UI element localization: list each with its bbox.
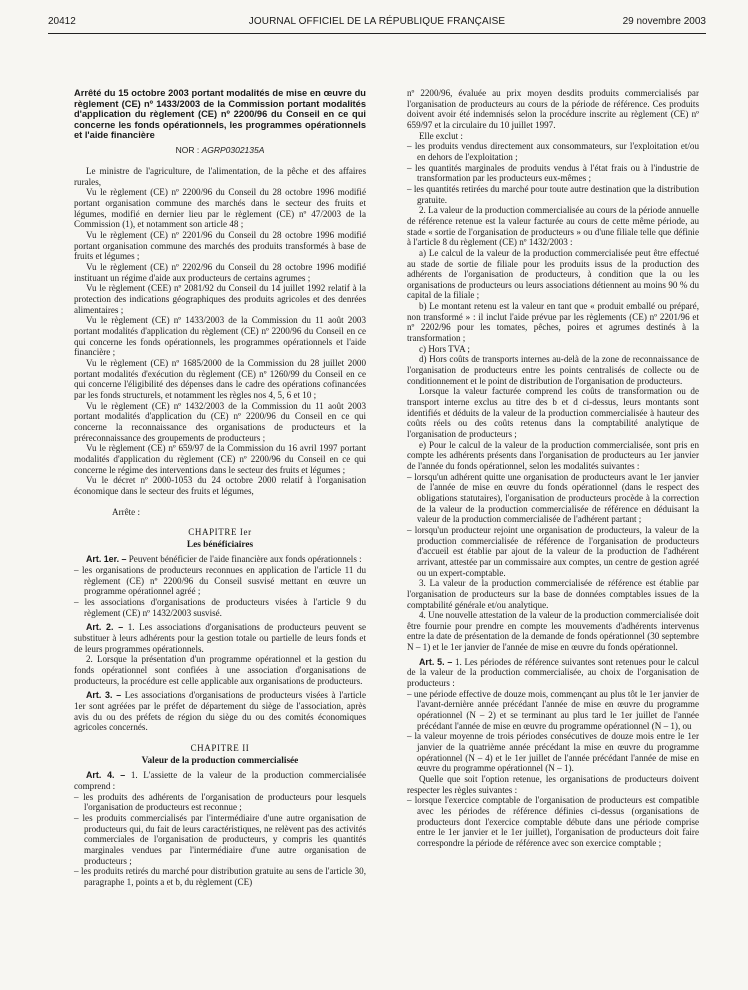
article-5: [407, 657, 699, 689]
running-header: [48, 16, 706, 32]
dash-item: – les produits commercialisés par l'intermédiaire d'une autre organisation de producteurs qui, du fait de leurs caractéristiques, ne relèvent pas des activités commerciales de l'organisation de producteurs, y compris les quantités marginales vendues par l'intermédiaire d'une autre organisation de producteurs ;: [74, 812, 366, 866]
paragraph: d) Hors coûts de transports internes au-delà de la zone de reconnaissance de l'organisation de producteurs entre les points centralisés de collecte ou de conditionnement et le point de distribution de l'organisation de producteurs.: [407, 354, 699, 386]
left-column: [74, 88, 366, 888]
paragraph: Vu le règlement (CE) nº 659/97 de la Commission du 16 avril 1997 portant modalités d'application du règlement (CE) nº 2200/96 du Conseil en ce qui concerne le régime des interventions dans le secteur des fruits et légumes ;: [74, 443, 366, 475]
paragraph: b) Le montant retenu est la valeur en tant que « produit emballé ou préparé, non transformé » : il inclut l'aide prévue par les règlements (CE) nº 2201/96 et nº 2202/96 pour les tomates, pêches, poires et agrumes destinés à la transformation ;: [407, 301, 699, 344]
paragraph: Vu le décret nº 2000-1053 du 24 octobre 2000 relatif à l'organisation économique dans le secteur des fruits et légumes,: [74, 475, 366, 496]
paragraph: 4. Une nouvelle attestation de la valeur de la production commercialisée doit être fournie pour prendre en compte les mouvements d'adhérents intervenus entre la date de présentation de la demande de fonds opérationnel (30 septembre N – 1) et le 1er janvier de l'année de mise en œuvre du fonds opérationnel.: [407, 610, 699, 653]
paragraph: Vu le règlement (CEE) nº 2081/92 du Conseil du 14 juillet 1992 relatif à la protection des indications géographiques des produits agricoles et des denrées alimentaires ;: [74, 283, 366, 315]
chapter-title: Les bénéficiaires: [186, 539, 254, 550]
dash-item: – lorsqu'un adhérent quitte une organisation de producteurs avant le 1er janvier de l'année de mise en œuvre du fonds opérationnel (dans le respect des obligations statutaires), l'organisation de producteurs procède à la correction de la valeur de la production commercialisée de référence en déduisant la valeur de la production commercialisée de l'adhérent partant ;: [407, 471, 699, 525]
paragraph: Elle exclut :: [419, 130, 463, 141]
paragraph: Vu le règlement (CE) nº 2201/96 du Conseil du 28 octobre 1996 modifié portant organisation commune des marchés des produits transformés à base de fruits et légumes ;: [74, 230, 366, 262]
paragraph: Lorsque la valeur facturée comprend les coûts de transformation ou de transport interne exclus au titre des b et d ci-dessus, leurs montants sont identifiés et déduits de la valeur de la production commercialisée à hauteur des coûts réels ou des coûts retenus dans la comptabilité analytique de l'organisation de producteurs ;: [407, 386, 699, 439]
nor-reference: [74, 145, 366, 156]
article-label: Art. 2. –: [86, 622, 124, 633]
article-2: [74, 622, 366, 654]
article-label: Art. 5. –: [419, 656, 453, 667]
article-text: 1. Les périodes de référence suivantes sont retenues pour le calcul de la valeur de la production commercialisée, au choix de l'organisation de producteurs :: [407, 656, 699, 689]
issue-date: 29 novembre 2003: [622, 16, 706, 27]
paragraph: a) Le calcul de la valeur de la production commercialisée peut être effectué au stade de sortie de filiale pour les produits issus de la production des adhérents de l'organisation de producteurs, à condition que la ou les organisations de producteurs ou leurs associations détiennent au moins 90 % du capital de la filiale ;: [407, 247, 699, 301]
nor-code: AGRP0302135A: [201, 144, 265, 155]
page-number: 20412: [48, 16, 76, 27]
chapter-label: CHAPITRE Ier: [188, 527, 252, 538]
article-text: Peuvent bénéficier de l'aide financière aux fonds opérationnels :: [126, 554, 362, 565]
paragraph: 2. La valeur de la production commercialisée au cours de la période annuelle de référence retenue est la valeur facturée au cours de cette même période, au stade « sortie de l'organisation de producteurs » ou d'une filiale telle que définie à l'article 8 du règlement (CE) nº 1432/2003 :: [407, 205, 699, 248]
article-label: Art. 4. –: [86, 770, 126, 781]
article-3: [74, 690, 366, 733]
paragraph: Quelle que soit l'option retenue, les organisations de producteurs doivent respecter les règles suivantes :: [407, 774, 699, 795]
journal-title: JOURNAL OFFICIEL DE LA RÉPUBLIQUE FRANÇAISE: [248, 16, 506, 27]
paragraph: c) Hors TVA ;: [419, 343, 470, 354]
paragraph: Vu le règlement (CE) nº 1685/2000 de la Commission du 28 juillet 2000 portant modalités d'exécution du règlement (CE) nº 1260/99 du Conseil en ce qui concerne l'éligibilité des dépenses dans le cadre des opérations cofinancées par les fonds structurels, et notamment les règles nos 4, 5, 6 et 10 ;: [74, 357, 366, 400]
article-4: [74, 770, 366, 791]
dash-item: – les produits retirés du marché pour distribution gratuite au sens de l'article 30, paragraphe 1, points a et b, du règlement (CE): [74, 866, 366, 887]
article-label: Art. 1er. –: [86, 554, 127, 565]
header-rule: [48, 33, 706, 34]
dash-item: – les associations d'organisations de producteurs visées à l'article 9 du règlement (CE) nº 1432/2003 susvisé.: [74, 597, 366, 618]
article-text: Les associations d'organisations de producteurs visées à l'article 1er sont agréées par le préfet de département du siège de l'association, après avis du ou des préfets de région du siège du ou des comités économiques agricoles concernés.: [74, 690, 366, 733]
article-1: [74, 554, 366, 565]
dash-item: – les organisations de producteurs reconnues en application de l'article 11 du règlement (CE) nº 2200/96 du Conseil susvisé mettant en œuvre un programme opérationnel agréé ;: [74, 565, 366, 597]
right-column: [407, 88, 699, 888]
paragraph: Vu le règlement (CE) nº 1432/2003 de la Commission du 11 août 2003 portant modalités d'application du (CE) nº 2200/96 du Conseil en ce qui concerne la reconnaissance des organisations de producteurs et la préreconnaissance des groupements de producteurs ;: [74, 400, 366, 443]
paragraph: Vu le règlement (CE) nº 2202/96 du Conseil du 28 octobre 1996 modifié instituant un régime d'aide aux producteurs de certains agrumes ;: [74, 262, 366, 283]
article-label: Art. 3. –: [86, 690, 122, 701]
dash-item: – les quantités retirées du marché pour toute autre destination que la distribution gratuite.: [407, 183, 699, 205]
decree-title: Arrêté du 15 octobre 2003 portant modalités de mise en œuvre du règlement (CE) nº 1433/2003 de la Commission portant modalités d'application du règlement (CE) nº 2200/96 du Conseil en ce qui concerne les fonds opérationnels, les programmes opérationnels et l'aide financière: [74, 88, 366, 140]
paragraph: 2. Lorsque la présentation d'un programme opérationnel et la gestion du fonds opérationnel sont confiées à une association d'organisations de producteurs, la procédure est celle applicable aux organisations de producteurs.: [74, 654, 366, 686]
paragraph: 3. La valeur de la production commercialisée de référence est établie par l'organisation de producteurs sur la base de données comptables issues de la comptabilité générale et/ou analytique.: [407, 578, 699, 610]
article-text: 1. Les associations d'organisations de producteurs peuvent se substituer à leurs adhérents pour la gestion totale ou partielle de leurs fonds et de leurs programmes opérationnels.: [74, 622, 366, 654]
dash-item: – la valeur moyenne de trois périodes consécutives de douze mois entre le 1er janvier de la quatrième année précédant la mise en œuvre du programme opérationnel (N – 4) et le 1er juillet de l'année précédant l'année de mise en œuvre du programme opérationnel (N – 1).: [407, 731, 699, 774]
arrete-heading: Arrête :: [112, 506, 141, 517]
dash-item: – les produits des adhérents de l'organisation de producteurs pour lesquels l'organisation de producteurs est reconnue ;: [74, 791, 366, 813]
article-text: 1. L'assiette de la valeur de la production commercialisée comprend :: [74, 770, 366, 791]
paragraph: Le ministre de l'agriculture, de l'alimentation, de la pêche et des affaires rurales,: [74, 166, 366, 187]
dash-item: – les quantités marginales de produits vendus à l'état frais ou à l'industrie de transformation par les producteurs eux-mêmes ;: [407, 162, 699, 184]
nor-label: NOR :: [175, 144, 202, 155]
text-columns: [74, 88, 699, 888]
dash-item: – lorsqu'un producteur rejoint une organisation de producteurs, la valeur de la production commercialisée de référence de l'organisation de producteurs d'accueil est établie par ajout de la valeur de la production de l'adhérent arrivant, attestée par un commissaire aux comptes, un centre de gestion agréé ou un expert-comptable.: [407, 524, 699, 578]
paragraph: Vu le règlement (CE) nº 1433/2003 de la Commission du 11 août 2003 portant modalités d'application du règlement (CE) nº 2200/96 du Conseil en ce qui concerne les fonds opérationnels, les programmes opérationnels et l'aide financière ;: [74, 315, 366, 358]
chapter-title: Valeur de la production commercialisée: [141, 755, 299, 766]
paragraph: Vu le règlement (CE) nº 2200/96 du Conseil du 28 octobre 1996 modifié portant organisation commune des marchés dans le secteur des fruits et légumes, modifié en dernier lieu par le règlement (CE) nº 47/2003 de la Commission (1), et notamment son article 48 ;: [74, 187, 366, 230]
paragraph: nº 2200/96, évaluée au prix moyen desdits produits commercialisés par l'organisation de producteurs au cours de la période de référence. Ces produits doivent avoir été indemnisés selon la procédure inscrite au règlement (CE) nº 659/97 et la circulaire du 10 juillet 1997.: [407, 88, 699, 130]
dash-item: – une période effective de douze mois, commençant au plus tôt le 1er janvier de l'avant-dernière année précédant l'année de mise en œuvre du programme opérationnel (N – 2) et se terminant au plus tard le 1er juillet de l'année précédant l'année de mise en œuvre du programme opérationnel (N – 1), ou: [407, 688, 699, 731]
dash-item: – les produits vendus directement aux consommateurs, sur l'exploitation et/ou en dehors de l'exploitation ;: [407, 141, 699, 162]
chapter-label: CHAPITRE II: [190, 742, 250, 753]
paragraph: e) Pour le calcul de la valeur de la production commercialisée, sont pris en compte les adhérents présents dans l'organisation de producteurs au 1er janvier de l'année du fonds opérationnel, selon les modalités suivantes :: [407, 439, 699, 471]
dash-item: – lorsque l'exercice comptable de l'organisation de producteurs est compatible avec les périodes de référence définies ci-dessus (organisations de producteurs dont l'exercice comptable débute dans une période comprise entre le 1er janvier et le 1er juillet), l'organisation de producteurs doit faire correspondre la période de référence avec son exercice comptable ;: [407, 795, 699, 848]
